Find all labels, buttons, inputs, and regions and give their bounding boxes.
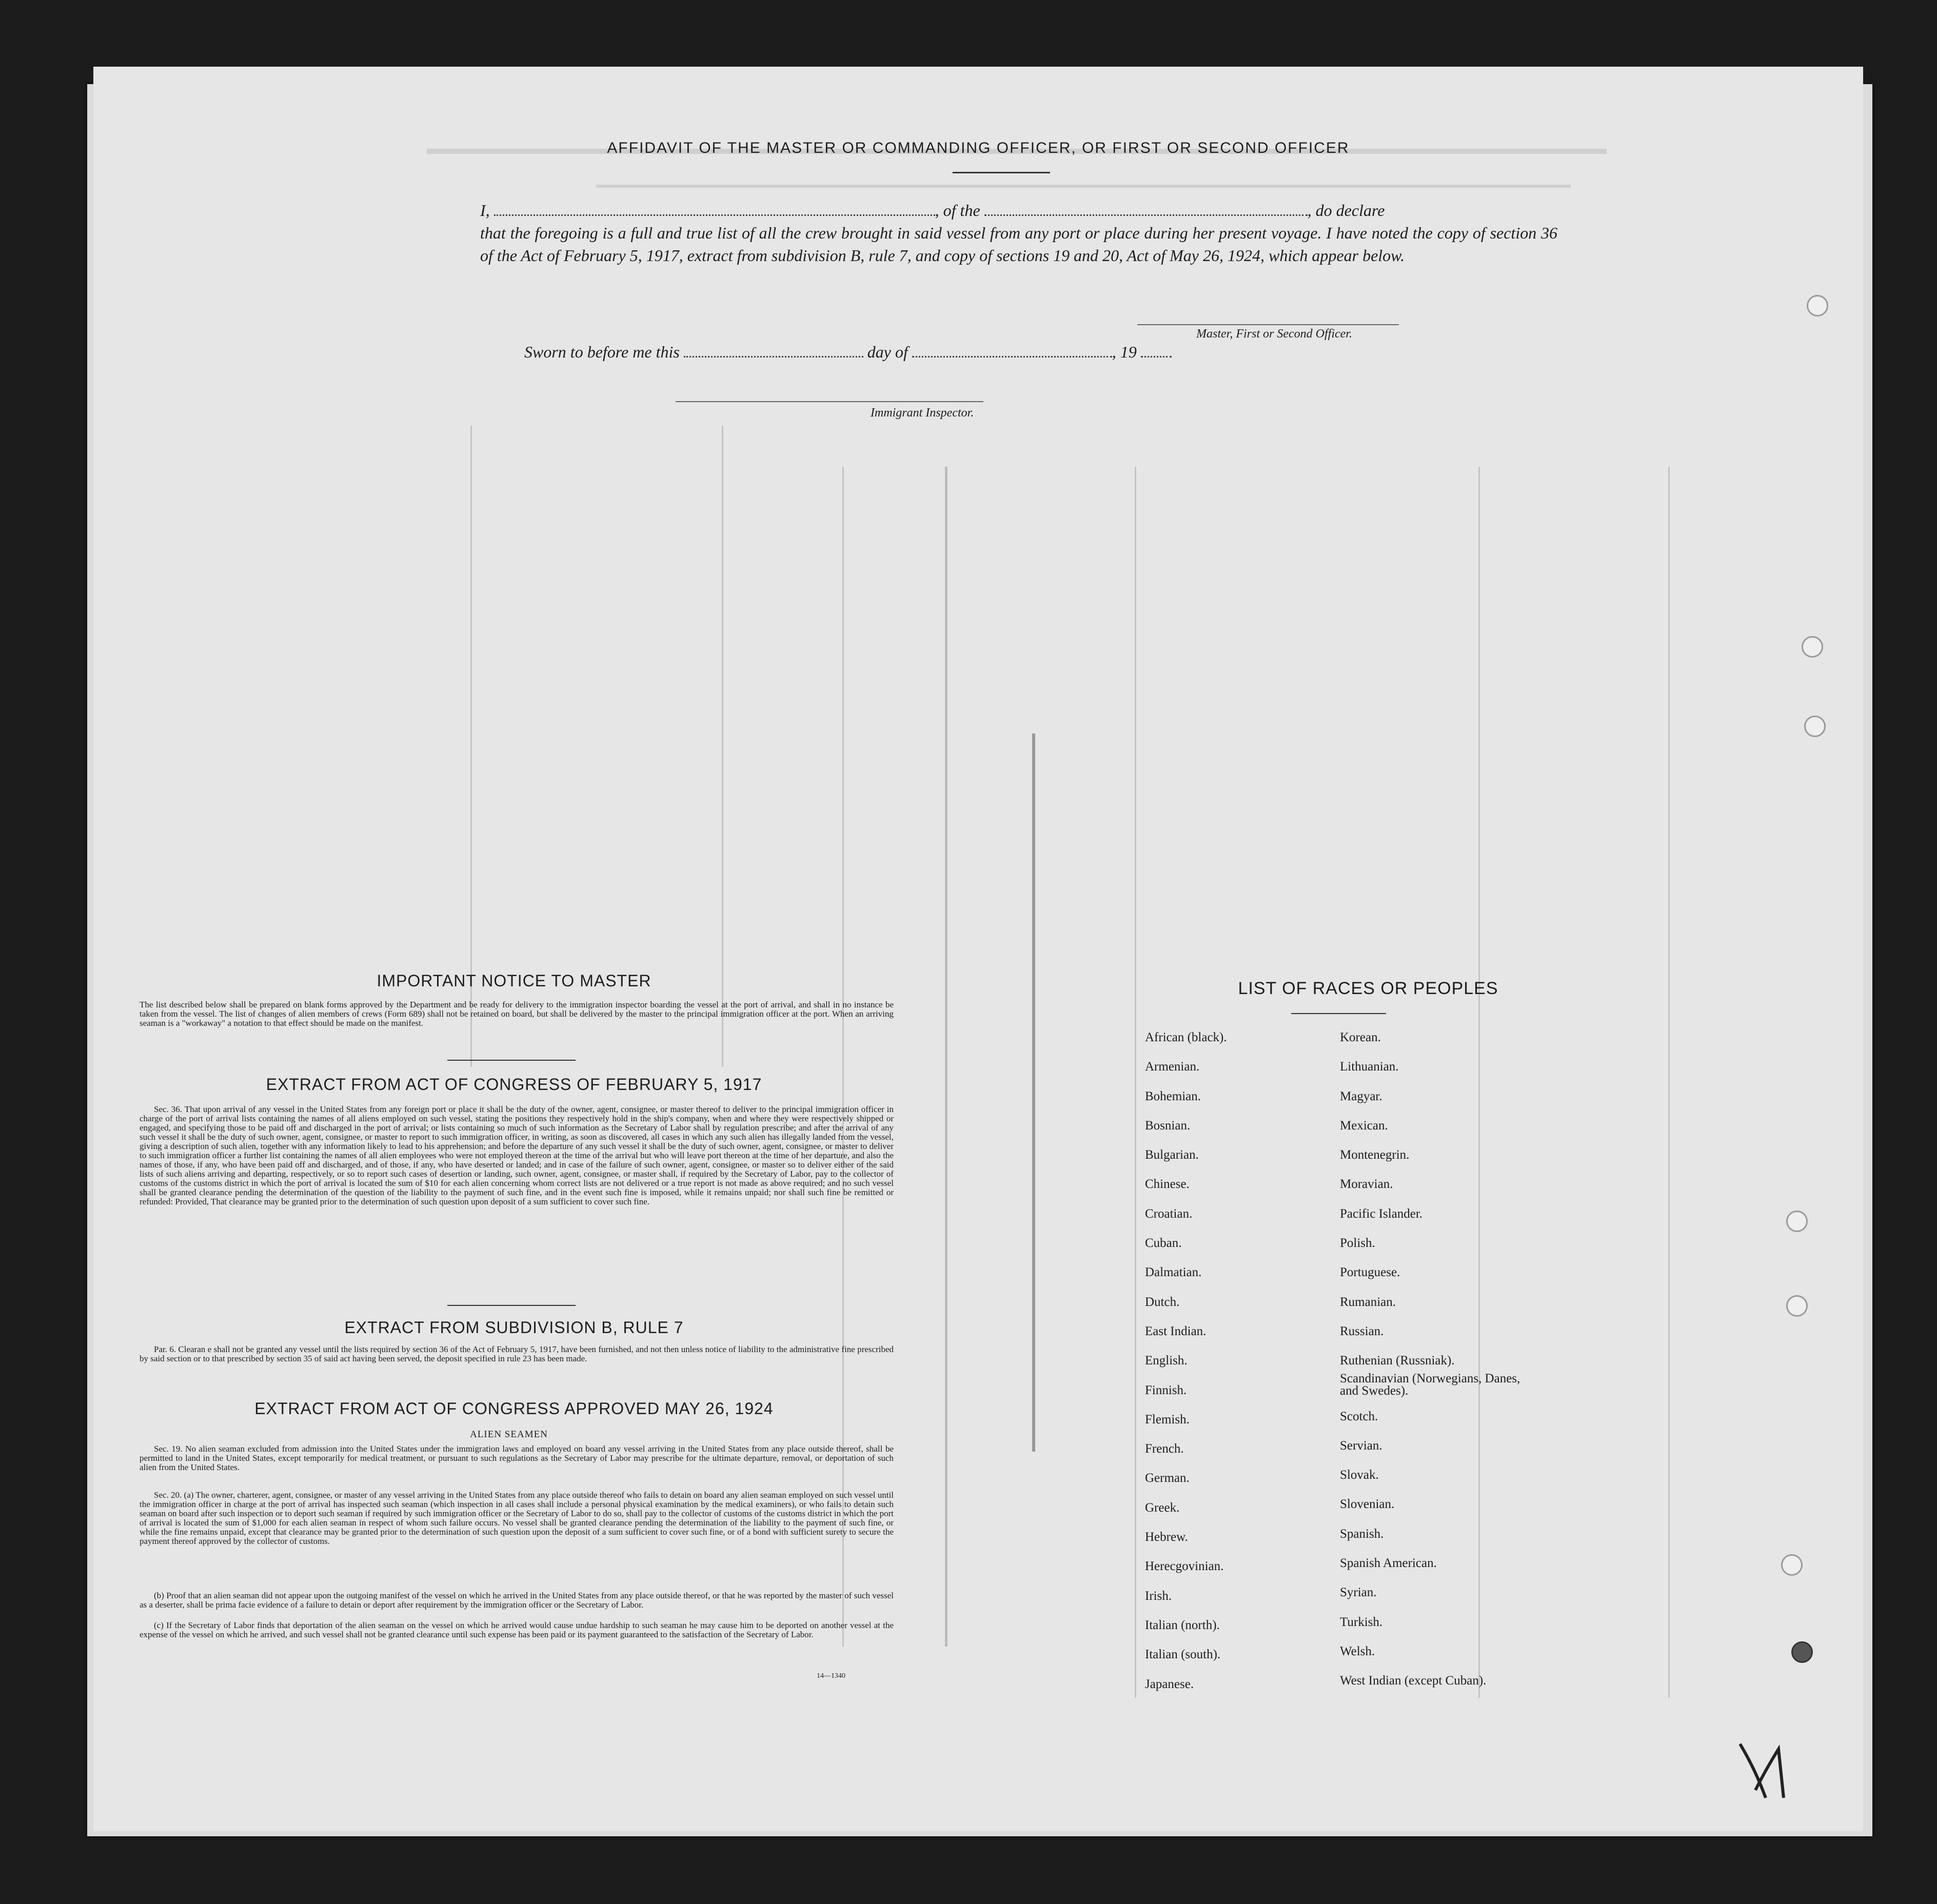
document-page — [93, 67, 1863, 1831]
race-item: Pacific Islander. — [1340, 1206, 1423, 1221]
race-item: Italian (north). — [1145, 1618, 1220, 1632]
race-item: Polish. — [1340, 1236, 1375, 1251]
race-item: Rumanian. — [1340, 1295, 1396, 1309]
race-item: Mexican. — [1340, 1118, 1388, 1133]
binder-hole — [1807, 295, 1828, 316]
binder-hole — [1802, 636, 1823, 658]
race-item: Dalmatian. — [1145, 1265, 1202, 1280]
bleed-through-column-line — [1032, 733, 1035, 1452]
inspector-label: Immigrant Inspector. — [871, 406, 974, 420]
divider — [447, 1305, 576, 1306]
races-left-column — [1145, 1023, 1227, 1699]
race-item: Syrian. — [1340, 1585, 1377, 1600]
race-item: East Indian. — [1145, 1324, 1207, 1338]
title-underline — [953, 172, 1050, 173]
race-item: Italian (south). — [1145, 1648, 1221, 1662]
race-item: Dutch. — [1145, 1295, 1180, 1309]
race-item: Cuban. — [1145, 1236, 1182, 1251]
extract-1917-text: Sec. 36. That upon arrival of any vessel in the United States from any foreign port or place it shall be the duty of the owner, agent, consignee, or master thereof to deliver to the principal immigration officer in charge of the port of arrival lists containing the names of all aliens employed on such vessel, stating the positions they respectively hold in the ship's company, when and where they were respectively shipped or engaged, and specifying those to be paid off and discharged in the port of arrival; or lists containing so much of such information as the Secretary of Labor shall by regulation prescribe; and after the arrival of any such vessel it shall be the duty of such owner, agent, consignee, or master to report to such immigration officer, in writing, as soon as discovered, all cases in which any such alien has illegally landed from the vessel, giving a description of such alien, together with any information likely to lead to his apprehension; and before the departure of any such vessel it shall be the duty of such owner, agent, consignee, or master to deliver to such immigration officer a further list containing the names of all alien employees who were not employed thereon at the time of the arrival but who will leave port thereon at the time of her departure, and also the names of those, if any, who have been paid off and discharged, and of those, if any, who have deserted or landed; and in case of the failure of such owner, agent, consignee, or master so to deliver either of the said lists of such aliens arriving and departing, respectively, or so to report such cases of desertion or landing, such owner, agent, consignee, or master shall, if required by the Secretary of Labor, pay to the collector of customs of the customs district in which the port of arrival is located the sum of $10 for each alien concerning whom correct lists are not delivered or a true report is not made as above required; and no such vessel shall be granted clearance pending the determination of the question of the liability to the payment of such fine, and in the event such fine is imposed, while it remains unpaid; nor shall such fine be remitted or refunded: Provided, That clearance may be granted prior to the determination of such question upon deposit of a sum sufficient to cover such fine. — [140, 1104, 894, 1206]
race-item: Japanese. — [1145, 1677, 1194, 1691]
race-item: Scotch. — [1340, 1409, 1378, 1423]
extract-1924-title: EXTRACT FROM ACT OF CONGRESS APPROVED MAY 26, 1924 — [254, 1399, 774, 1418]
binder-hole — [1781, 1554, 1803, 1576]
declaration-text — [480, 199, 1557, 267]
extract-1924-sec20c: (c) If the Secretary of Labor finds that deportation of the alien seaman on the vessel on which he arrived would cause undue hardship to such seaman he may cause him to be deported on another vessel at the expense of the vessel on which he arrived, and such vessel shall not be granted clearance until such expense has been paid or its payment guaranteed to the satisfaction of the Secretary of Labor. — [140, 1620, 894, 1639]
inspector-signature-line[interactable] — [676, 401, 983, 402]
vessel-blank[interactable] — [984, 202, 1308, 216]
race-item: Magyar. — [1340, 1089, 1382, 1103]
race-item: Turkish. — [1340, 1615, 1383, 1629]
race-item: Chinese. — [1145, 1177, 1190, 1192]
race-item: Korean. — [1340, 1030, 1381, 1044]
sworn-start: Sworn to before me this — [524, 343, 680, 361]
bleed-through-column-line — [945, 467, 947, 1647]
binder-hole — [1786, 1211, 1808, 1232]
races-right-column — [1340, 1023, 1525, 1696]
races-title: LIST OF RACES OR PEOPLES — [1238, 979, 1498, 998]
sworn-day-of: day of — [867, 343, 908, 361]
race-item: Scandinavian (Norwegians, Danes, and Swedes). — [1340, 1371, 1520, 1398]
form-code: 14—1340 — [817, 1672, 845, 1680]
divider — [447, 1060, 576, 1061]
extract-1924-sec19: Sec. 19. No alien seaman excluded from admission into the United States under the immigration laws and employed on board any vessel arriving in the United States from any place outside thereof, shall be permitted to land in the United States, except temporarily for medical treatment, or pursuant to such regulations as the Secretary of Labor may prescribe for the ultimate departure, removal, or deportation of such alien from the United States. — [140, 1444, 894, 1472]
bleed-through-subtitle — [596, 185, 1571, 188]
race-item: Bosnian. — [1145, 1118, 1191, 1133]
declaration-body: that the foregoing is a full and true list of all the crew brought in said vessel from any port or place during her present voyage. I have noted the copy of section 36 of the Act of February 5, 1917, extract from subdivision B, rule 7, and copy of sections 19 and 20, Act of May 26, 1924, which appear below. — [480, 224, 1557, 265]
extract-1917-title: EXTRACT FROM ACT OF CONGRESS OF FEBRUARY 5, 1917 — [266, 1075, 762, 1094]
race-item: Welsh. — [1340, 1644, 1375, 1658]
master-label: Master, First or Second Officer. — [1196, 327, 1352, 341]
sworn-line — [524, 343, 1172, 362]
extract-rule7-text: Par. 6. Clearan e shall not be granted any vessel until the lists required by section 36 of the Act of February 5, 1917, have been furnished, and not then unless notice of liability to the administrative fine prescribed by said section or to that prescribed by section 35 of said act having been served, the deposit specified in rule 23 has been made. — [140, 1344, 894, 1363]
race-item: Servian. — [1340, 1438, 1382, 1453]
race-item: Moravian. — [1340, 1177, 1393, 1192]
race-item: West Indian (except Cuban). — [1340, 1674, 1487, 1688]
race-item: Armenian. — [1145, 1060, 1200, 1074]
race-item: Flemish. — [1145, 1412, 1190, 1426]
extract-1924-sec20a: Sec. 20. (a) The owner, charterer, agent, consignee, or master of any vessel arriving in the United States from any place outside thereof who fails to detain on board any alien seaman employed on such vessel until the immigration officer in charge at the port of arrival has inspected such seaman (which inspection in all cases shall include a personal physical examination by the medical examiners), or who fails to detain such seaman on board after such inspection or to deport such seaman if required by such immigration officer or the Secretary of Labor to do so, shall pay to the collector of customs of the customs district in which the port of arrival is located the sum of $1,000 for each alien seaman in respect of whom such failure occurs. No vessel shall be granted clearance pending the determination of the liability to the payment of such fine, or while the fine remains unpaid, except that clearance may be granted prior to the determination of such question upon the deposit of a sum sufficient to cover such fine, or of a bond with sufficient surety to secure the payment thereof approved by the collector of customs. — [140, 1490, 894, 1546]
race-item: Portuguese. — [1340, 1265, 1400, 1280]
sworn-year-blank[interactable] — [1141, 344, 1172, 358]
race-item: Bohemian. — [1145, 1089, 1201, 1103]
race-item: Irish. — [1145, 1589, 1172, 1603]
handwritten-x-mark-icon — [1735, 1739, 1796, 1800]
race-item: Spanish. — [1340, 1526, 1384, 1541]
race-item: Russian. — [1340, 1324, 1384, 1338]
bleed-through-column-line — [1668, 467, 1670, 1698]
declaration-do-declare: , do declare — [1307, 201, 1385, 220]
race-item: Slovak. — [1340, 1468, 1379, 1482]
extract-1924-sec20b: (b) Proof that an alien seaman did not appear upon the outgoing manifest of the vessel on which he arrived in the United States from any place outside thereof, or that he was reported by the master of such vessel as a deserter, shall be prima facie evidence of a failure to detain or deport after requirement by the immigration officer or the Secretary of Labor. — [140, 1591, 894, 1610]
extract-1924-subtitle: ALIEN SEAMEN — [470, 1429, 548, 1440]
race-item: Herecgovinian. — [1145, 1559, 1224, 1574]
race-item: English. — [1145, 1354, 1188, 1368]
bleed-through-column-line — [470, 426, 472, 1067]
race-item: Spanish American. — [1340, 1556, 1437, 1571]
binder-hole — [1786, 1295, 1808, 1317]
race-item: Lithuanian. — [1340, 1060, 1399, 1074]
declaration-first-line — [480, 199, 1557, 222]
extract-rule7-title: EXTRACT FROM SUBDIVISION B, RULE 7 — [344, 1318, 684, 1337]
master-signature-line[interactable] — [1137, 324, 1399, 325]
name-blank[interactable] — [494, 202, 935, 216]
race-item: French. — [1145, 1442, 1184, 1456]
race-item: Hebrew. — [1145, 1530, 1188, 1544]
race-item: Ruthenian (Russniak). — [1340, 1354, 1455, 1368]
race-item: African (black). — [1145, 1030, 1227, 1044]
declaration-i: I, — [480, 201, 490, 220]
sworn-year: , 19 — [1112, 343, 1137, 361]
sworn-day-blank[interactable] — [684, 344, 863, 358]
binder-hole — [1804, 716, 1826, 737]
notice-title: IMPORTANT NOTICE TO MASTER — [377, 971, 651, 990]
bleed-through-column-line — [722, 426, 723, 1067]
sworn-month-blank[interactable] — [912, 344, 1112, 358]
binder-hole — [1791, 1641, 1813, 1663]
races-underline — [1291, 1013, 1386, 1014]
notice-text: The list described below shall be prepared on blank forms approved by the Department and be ready for delivery to the immigration inspector boarding the vessel at the port of arrival, and shall in no instance be taken from the vessel. The list of changes of alien members of crews (Form 689) shall not be retained on board, but shall be delivered by the master to the principal immigration officer at the port. When an arriving seaman is a "workaway" a notation to that effect should be made on the manifest. — [140, 1000, 894, 1028]
bleed-through-column-line — [1135, 467, 1136, 1698]
race-item: German. — [1145, 1471, 1190, 1485]
race-item: Greek. — [1145, 1500, 1180, 1515]
declaration-of-the: , of the — [935, 201, 980, 220]
race-item: Finnish. — [1145, 1383, 1187, 1397]
race-item: Slovenian. — [1340, 1497, 1395, 1512]
race-item: Croatian. — [1145, 1206, 1193, 1221]
race-item: Bulgarian. — [1145, 1148, 1199, 1162]
race-item: Montenegrin. — [1340, 1148, 1410, 1162]
affidavit-title: AFFIDAVIT OF THE MASTER OR COMMANDING OFFICER, OR FIRST OR SECOND OFFICER — [607, 140, 1350, 156]
